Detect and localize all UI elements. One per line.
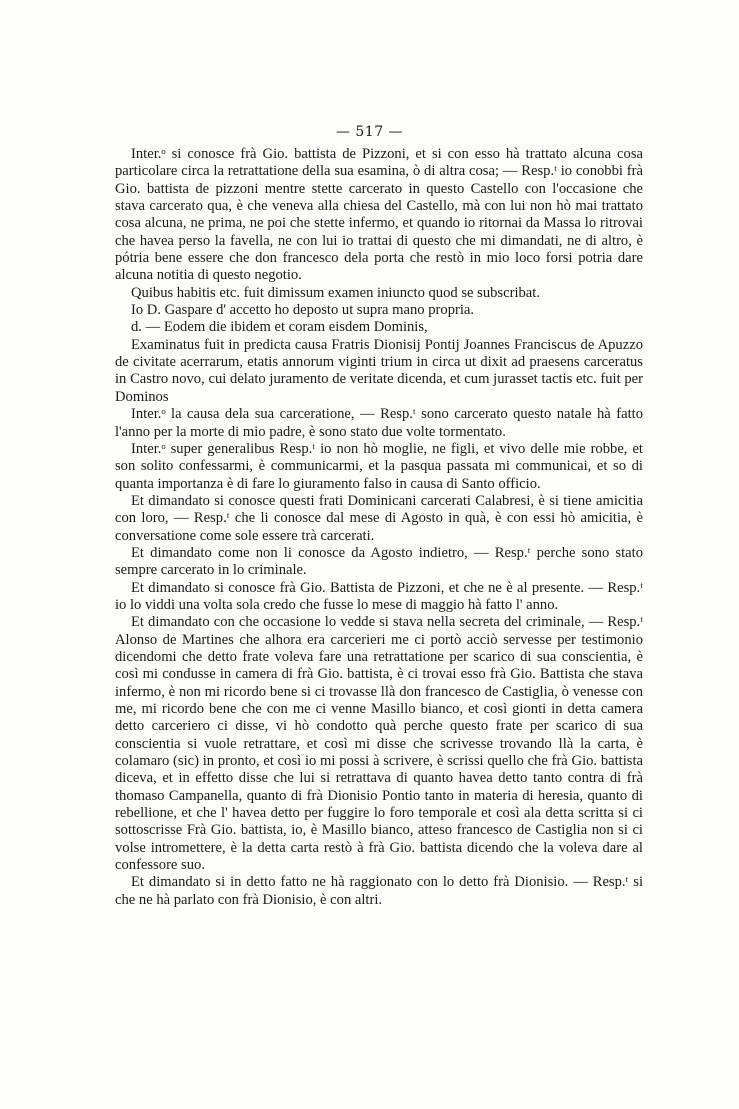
page-number: — 517 —	[335, 124, 404, 140]
document-body	[115, 146, 643, 909]
paragraph-cause-of-arrest: Inter.ᵒ la causa dela sua carceratione, — Resp.ᵗ sono carcerato questo natale hà fatto l'anno per la morte di mio padre, è sono stato due volte tormentato.	[115, 406, 643, 440]
paragraph-discussion-dionisio: Et dimandato si in detto fatto ne hà raggionato con lo detto frà Dionisio. — Resp.ᵗ si che ne hà parlato con frà Dionisio, è con altri.	[115, 874, 643, 908]
paragraph-date-heading: d. — Eodem die ibidem et coram eisdem Dominis,	[131, 319, 428, 336]
paragraph-dominican-friars: Et dimandato si conosce questi frati Dominicani carcerati Calabresi, è si tiene amicitia con loro, — Resp.ᵗ che li conosce dal mese di Agosto in quà, è con essi hò amicitia, è conversatione come sole essere trà carcerati.	[115, 492, 643, 544]
paragraph-retraction-account: Et dimandato con che occasione lo vedde si stava nella secreta del criminale, — Resp.ᵗ Alonso de Martines che alhora era carcerieri me ci portò acciò servesse per testimonio dicendomi che detto frate voleva fare una retrattatione per scarico di sua conscientia, è così mi condusse in camera di frà Gio. battista, è ci trovai esso frà Gio. Battista che stava infermo, è non mi ricordo bene si ci trovasse llà don francesco de Castiglia, ò venesse con me, mi ricordo bene che con me ci venne Masillo bianco, et così gionti in detta camera detto carceriero ci disse, vi hò condotto quà perche questo frate per scarico di sua conscientia si vuole retrattare, et così mi disse che scrivesse trovando llà la carta, è colamaro (sic) in pronto, et così io mi possi à scrivere, è scrissi quello che frà Gio. battista diceva, et in effetto disse che lui si retrattava di quanto havea detto tanto contra di frà thomaso Campanella, quanto di frà Dionisio Pontio tanto in materia di heresia, quanto di rebellione, et che l' havea detto per fuggire lo foro temporale et così ala detta scritta si ci sottoscrisse Frà Gio. battista, io, è Masillo bianco, atteso francesco de Castiglia non si ci volse intromettere, è la detta carta restò à frà Gio. battista dicendo che la voleva dare al confessore suo.	[115, 614, 643, 874]
paragraph-knows-pizzoni: Et dimandato si conosce frà Gio. Battista de Pizzoni, et che ne è al presente. — Resp.ᵗ io lo viddi una volta sola credo che fusse lo mese di maggio hà fatto l' anno.	[115, 579, 643, 613]
paragraph-dismissal: Quibus habitis etc. fuit dimissum examen iniuncto quod se subscribat.	[131, 284, 540, 301]
paragraph-signature: Io D. Gaspare d' accetto ho deposto ut supra mano propria.	[131, 302, 475, 319]
paragraph-generalities: Inter.ᵒ super generalibus Resp.ᵗ io non hò moglie, ne figli, et vivo delle mie robbe, et son solito confessarmi, è communicarmi, et la pasqua passata mi communicai, et so di quanta importanza è di fare lo giuramento falso in causa di Santo officio.	[115, 440, 643, 492]
paragraph-interrogation-pizzoni: Inter.ᵒ si conosce frà Gio. battista de Pizzoni, et si con esso hà trattato alcuna cosa particolare circa la retrattatione della sua esamina, ò di altra cosa; — Resp.ᵗ io conobbi frà Gio. battista de pizzoni mentre stette carcerato in questo Castello con l'occasione che stava carcerato qua, è che veneva alla chiesa del Castello, mà con lui non hò mai trattato cosa alcuna, ne prima, ne poi che stette infermo, et quando io ritornai da Massa lo ritrovai che havea perso la favella, ne con lui io trattai di questo che mi dimandati, ne di altro, è pótria bene essere che don francesco dela porta che restò in mio loco forsi potria dare alcuna notitia di questo negotio.	[115, 146, 643, 284]
paragraph-since-august: Et dimandato come non li conosce da Agosto indietro, — Resp.ᵗ perche sono stato sempre carcerato in lo criminale.	[115, 544, 643, 579]
paragraph-examination-intro: Examinatus fuit in predicta causa Fratris Dionisij Pontij Joannes Franciscus de Apuzzo de civitate acerrarum, etatis annorum viginti trium in circa ut dixit ad praesens carceratus in Castro novo, cui delato juramento de veritate dicenda, et cum jurasset tactis etc. fuit per Dominos	[115, 336, 643, 405]
